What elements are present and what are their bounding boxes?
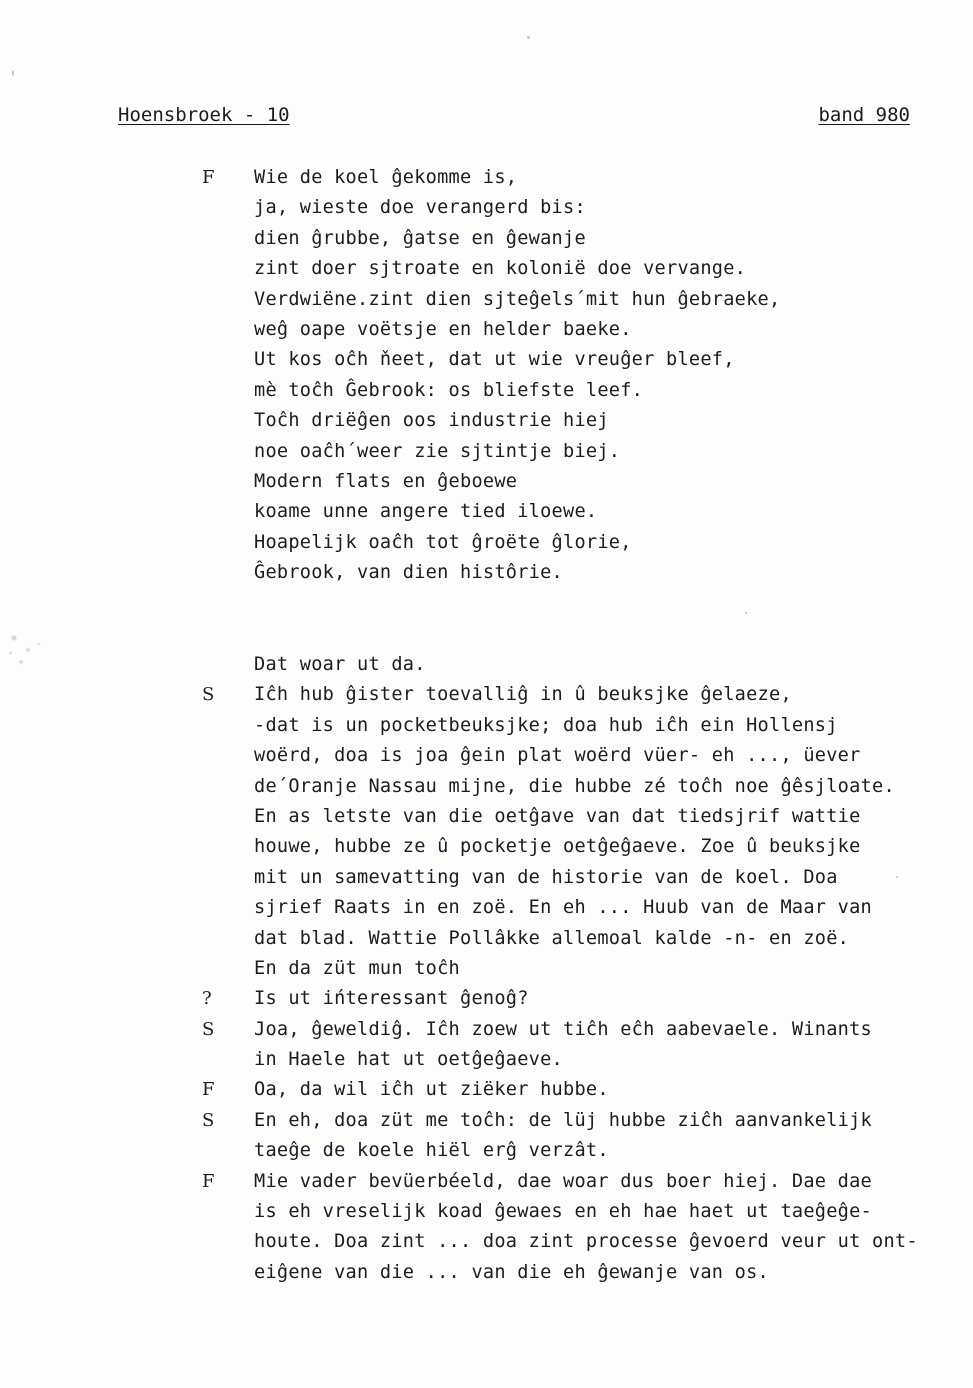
dialogue-line-text: En eh, doa züt me toĉh: de lüj hubbe ziĉh aanvankelijk: [254, 1109, 872, 1131]
poem-line-text: Ut kos oĉh ňeet, dat ut wie vreuĝer bleef,: [254, 349, 735, 371]
dialogue-line-text: houte. Doa zint ... doa zint processe ĝevoerd veur ut ont-: [254, 1231, 918, 1253]
dialogue-line: [0, 1075, 973, 1105]
dialogue-line: [0, 832, 973, 862]
dialogue-line: [0, 893, 973, 923]
poem-line: [0, 528, 973, 558]
poem-line: [0, 285, 973, 315]
dialogue-line-text: woërd, doa is joa ĝein plat woërd vüer- eh ..., üever: [254, 745, 861, 767]
dialogue-line-text: Joa, ĝeweldiĝ. Iĉh zoew ut tiĉh eĉh aabevaele. Winants: [254, 1018, 872, 1040]
poem-line-text: noe oaĉh´weer zie sjtintje biej.: [254, 440, 621, 462]
speaker-label: S: [202, 1109, 215, 1131]
paper-speck: [896, 876, 898, 878]
speaker-label: S: [202, 684, 215, 706]
dialogue-line: [0, 954, 973, 984]
poem-line: [0, 254, 973, 284]
dialogue-line-text: En as letste van die oetĝave van dat tiedsjrif wattie: [254, 805, 861, 827]
speaker-label: S: [202, 1018, 215, 1040]
header-band-number: band 980: [818, 104, 910, 126]
speaker-label: F: [202, 1170, 215, 1192]
page-header: [118, 104, 910, 134]
dialogue-line-text: Iĉh hub ĝister toevalliĝ in û beuksjke ĝelaeze,: [254, 684, 792, 706]
poem-line-text: mè toĉh Ĝebrook: os bliefste leef.: [254, 379, 644, 401]
dialogue-line: [0, 772, 973, 802]
dialogue-line-text: eiĝene van die ... van die eh ĝewanje van os.: [254, 1261, 769, 1283]
poem-line: [0, 315, 973, 345]
poem-line: [0, 437, 973, 467]
poem-line: [0, 224, 973, 254]
poem-block: [0, 163, 973, 588]
poem-line-text: Verdwiëne.zint dien sjteĝels´mit hun ĝebraeke,: [254, 288, 781, 310]
speaker-label: F: [202, 1079, 215, 1101]
dialogue-line: [0, 650, 973, 680]
dialogue-line-text: mit un samevatting van de historie van de koel. Doa: [254, 866, 838, 888]
poem-line: [0, 163, 973, 193]
dialogue-line: [0, 802, 973, 832]
dialogue-line: [0, 1258, 973, 1288]
poem-line: [0, 376, 973, 406]
poem-line: [0, 193, 973, 223]
poem-line: [0, 406, 973, 436]
paper-smudge: [0, 620, 70, 680]
poem-line: [0, 497, 973, 527]
dialogue-block: [0, 650, 973, 1288]
dialogue-line: [0, 1197, 973, 1227]
dialogue-line: [0, 1167, 973, 1197]
dialogue-line-text: houwe, hubbe ze û pocketje oetĝeĝaeve. Zoe û beuksjke: [254, 836, 861, 858]
dialogue-line-text: in Haele hat ut oetĝeĝaeve.: [254, 1049, 563, 1071]
paper-speck: [527, 36, 530, 39]
poem-line-text: Modern flats en ĝeboewe: [254, 470, 518, 492]
dialogue-line-text: Is ut ińteressant ĝenoĝ?: [254, 988, 529, 1010]
poem-line-text: koame unne angere tied iloewe.: [254, 501, 598, 523]
paper-speck: [12, 70, 14, 76]
dialogue-line: [0, 1227, 973, 1257]
dialogue-line: [0, 1136, 973, 1166]
dialogue-line-text: En da züt mun toĉh: [254, 957, 460, 979]
dialogue-line: [0, 741, 973, 771]
dialogue-line-text: dat blad. Wattie Pollâkke allemoal kalde -n- en zoë.: [254, 927, 850, 949]
dialogue-line: [0, 680, 973, 710]
poem-line-text: Wie de koel ĝekomme is,: [254, 167, 518, 188]
dialogue-line: [0, 863, 973, 893]
poem-line: [0, 558, 973, 588]
dialogue-line-text: sjrief Raats in en zoë. En eh ... Huub van de Maar van: [254, 897, 872, 919]
poem-line-text: dien ĝrubbe, ĝatse en ĝewanje: [254, 227, 586, 249]
dialogue-line-text: Dat woar ut da.: [254, 654, 426, 675]
poem-line-text: Toĉh driëĝen oos industrie hiej: [254, 410, 609, 432]
poem-line-text: zint doer sjtroate en kolonië doe vervange.: [254, 258, 747, 280]
dialogue-line-text: -dat is un pocketbeuksjke; doa hub iĉh ein Hollensj: [254, 714, 838, 736]
paper-speck: [745, 612, 747, 614]
poem-line-text: ja, wieste doe verangerd bis:: [254, 197, 586, 219]
speaker-label: F: [202, 167, 215, 188]
poem-line-text: Ĝebrook, van dien histôrie.: [254, 562, 563, 584]
dialogue-line-text: Oa, da wil iĉh ut ziëker hubbe.: [254, 1079, 609, 1101]
dialogue-line: [0, 1106, 973, 1136]
dialogue-line-text: Mie vader bevüerbéeld, dae woar dus boer hiej. Dae dae: [254, 1170, 872, 1192]
dialogue-line: [0, 1045, 973, 1075]
dialogue-line-text: is eh vreselijk koad ĝewaes en eh hae haet ut taeĝeĝe-: [254, 1201, 872, 1223]
header-place-page: Hoensbroek - 10: [118, 104, 290, 126]
poem-line-text: Hoapelijk oaĉh tot ĝroëte ĝlorie,: [254, 531, 632, 553]
poem-line-text: weĝ oape voëtsje en helder baeke.: [254, 318, 632, 340]
dialogue-line: [0, 1015, 973, 1045]
dialogue-line: [0, 984, 973, 1014]
speaker-label: ?: [202, 988, 212, 1010]
dialogue-line: [0, 711, 973, 741]
dialogue-line-text: de´Oranje Nassau mijne, die hubbe zé toĉh noe ĝêsjloate.: [254, 775, 895, 797]
poem-line: [0, 467, 973, 497]
dialogue-line: [0, 924, 973, 954]
poem-line: [0, 345, 973, 375]
dialogue-line-text: taeĝe de koele hiël erĝ verzât.: [254, 1140, 609, 1162]
